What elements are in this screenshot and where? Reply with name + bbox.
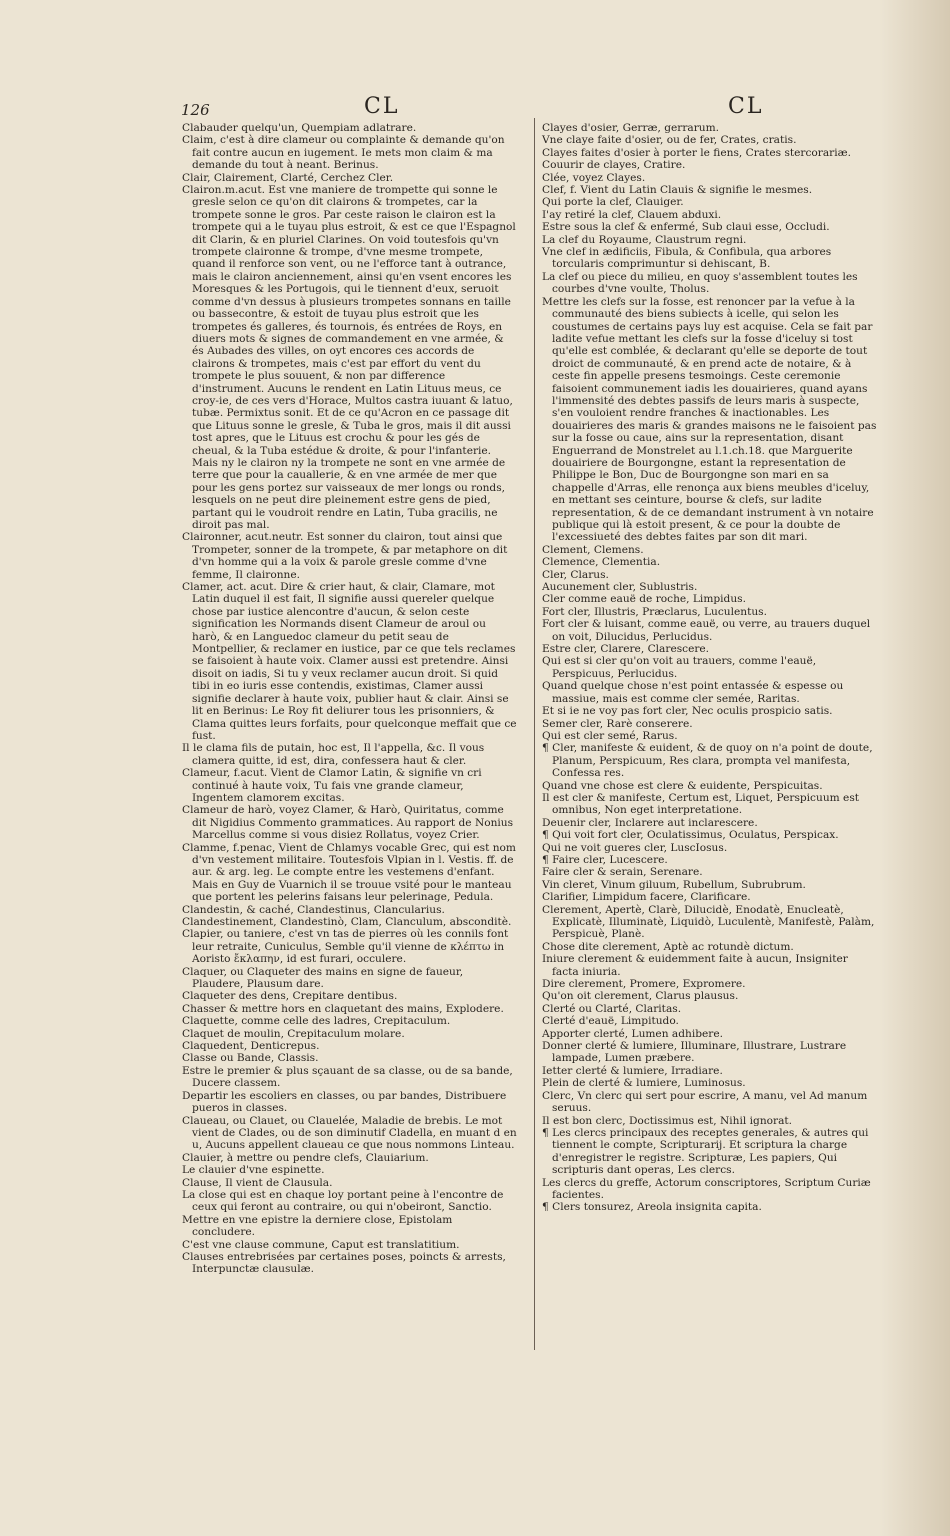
dictionary-entry: Clement, Clemens. — [542, 543, 644, 556]
dictionary-entry: Le clauier d'vne espinette. — [182, 1164, 325, 1177]
dictionary-entry: Clarifier, Limpidum facere, Clarificare. — [542, 891, 751, 904]
dictionary-entry: Claquet de moulin, Crepitaculum molare. — [182, 1027, 405, 1040]
dictionary-entry: Clameur de harò, voyez Clamer, & Harò, Quiritatus, comme dit Nigidius Commento grammatices. Au rapport de Nonius Marcellus comme si vous disiez Rollatus, voyez Crier. — [182, 804, 514, 842]
dictionary-entry: Departir les escoliers en classes, ou par bandes, Distribuere pueros in classes. — [182, 1089, 507, 1115]
dictionary-entry: Qui est cler semé, Rarus. — [542, 729, 678, 742]
dictionary-entry: Vin cleret, Vinum giluum, Rubellum, Subrubrum. — [542, 878, 806, 891]
dictionary-entry: Clef, f. Vient du Latin Clauis & signifie le mesmes. — [542, 184, 813, 197]
dictionary-entry: Clerement, Apertè, Clarè, Dilucidè, Enodatè, Enucleatè, Explicatè, Illuminatè, Liquidò, Luculentè, Manifestè, Palàm, Perspicuè, Planè. — [542, 903, 875, 941]
dictionary-entry: Claquer, ou Claqueter des mains en signe de faueur, Plaudere, Plausum dare. — [182, 965, 464, 991]
dictionary-entry: Qui porte la clef, Clauiger. — [542, 196, 684, 209]
right-column — [542, 122, 877, 1214]
dictionary-entry: Qui ne voit gueres cler, LuscIosus. — [542, 841, 728, 854]
dictionary-entry: Il le clama fils de putain, hoc est, Il l'appella, &c. Il vous clamera quitte, id est, dira, confessera haut & cler. — [182, 742, 485, 767]
dictionary-entry: Clauses entrebrisées par certaines poses, poincts & arrests, Interpunctæ clausulæ. — [182, 1250, 506, 1276]
dictionary-entry: Iniure clerement & euidemment faite à aucun, Insigniter facta iniuria. — [542, 953, 848, 978]
dictionary-entry: Clause, Il vient de Clausula. — [182, 1176, 333, 1189]
dictionary-entry: Claquedent, Denticrepus. — [182, 1040, 320, 1053]
dictionary-entry: Estre cler, Clarere, Clarescere. — [542, 643, 710, 656]
dictionary-entry: Dire clerement, Promere, Expromere. — [542, 978, 746, 991]
dictionary-entry: Fort cler, Illustris, Præclarus, Luculentus. — [542, 605, 767, 618]
dictionary-entry: Clerté ou Clarté, Claritas. — [542, 1002, 682, 1015]
dictionary-entry: Aucunement cler, Sublustris. — [542, 581, 698, 594]
dictionary-entry: La clef ou piece du milieu, en quoy s'assemblent toutes les courbes d'vne voulte, Tholus. — [542, 270, 858, 296]
dictionary-entry: Clauier, à mettre ou pendre clefs, Clauiarium. — [182, 1151, 429, 1164]
dictionary-entry: Clerc, Vn clerc qui sert pour escrire, A manu, vel Ad manum seruus. — [542, 1089, 868, 1115]
dictionary-entry: ¶ Cler, manifeste & euident, & de quoy on n'a point de doute, Planum, Perspicuum, Res clara, prompta vel manifesta, Confessa res. — [542, 742, 873, 780]
left-column — [182, 122, 517, 1276]
dictionary-entry: Claironner, acut.neutr. Est sonner du clairon, tout ainsi que Trompeter, sonner de la trompete, & par metaphore on dit d'vn homme qui a la voix & parole gresle comme d'vne femme, Il claironne. — [182, 531, 508, 581]
dictionary-entry: Classe ou Bande, Classis. — [182, 1052, 319, 1065]
dictionary-entry: I'ay retiré la clef, Clauem abduxi. — [542, 208, 722, 221]
dictionary-entry: ¶ Les clercs principaux des receptes generales, & autres qui tiennent le compte, Scripturarij. Et scriptura la charge d'enregistrer le registre. Scripturæ, Les papiers, Qui scripturis dant operas, Les clercs. — [542, 1126, 869, 1177]
dictionary-entry: Clée, voyez Clayes. — [542, 171, 646, 184]
dictionary-entry: Clamme, f.penac, Vient de Chlamys vocable Grec, qui est nom d'vn vestement militaire. Toutesfois Vlpian in l. Vestis. ff. de aur. & arg. leg. Le compte entre les vestemens d'enfant. Mais en Guy de Vuarnich il se trouue vsité pour le manteau que portent les pelerins faisans leur pelerinage, Pedula. — [182, 841, 516, 904]
dictionary-entry: ¶ Faire cler, Lucescere. — [542, 853, 668, 866]
dictionary-entry: Clairon.m.acut. Est vne maniere de trompette qui sonne le gresle selon ce qu'on dit clairons & trompetes, car la trompete sonne le gros. Par ceste raison le clairon est la trompete qui a le tuyau plus estroit, & est ce que l'Espagnol dit Clarin, & en pluriel Clarines. On void toutesfois qu'vn trompete claironne & trompe, d'vne mesme trompete, quand il renforce son vent, ou ne l'efforce tant à outrance, mais le clairon anciennement, ainsi qu'en vsent encores les Moresques & les Portugois, qui le tiennent d'eux, seruoit comme d'vn dessus à plusieurs trompetes sonnans en taille ou bassecontre, & estoit de tuyau plus estroit que les trompetes és galleres, és tournois, és entrées de Roys, en diuers mots & signes de commandement en vne armée, & és Aubades des villes, on oyt encores ces accords de clairons & trompetes, mais c'est par effort du vent du trompete le plus souuent, & non par difference d'instrument. Aucuns le rendent en Latin Lituus meus, ce croy-ie, de ces vers d'Horace, Multos castra iuuant & latuo, tubæ. Permixtus sonit. Et de ce qu'Acron en ce passage dit que Lituus sonne le gresle, & Tuba le gros, mais il dit aussi tost apres, que le Lituus est crochu & pour les gés de cheual, & la Tuba estédue & droite, & pour l'infanterie. Mais ny le clairon ny la trompete ne sont en vne armée de terre que pour la cauallerie, & en vne armée de mer que pour les gens portez sur vaisseaux de mer longs ou ronds, lesquels on ne peut dire pleinement estre gens de pied, partant qui le voudroit rendre en Latin, Tuba gracilis, ne diroit pas mal. — [182, 184, 516, 531]
dictionary-entry: Les clercs du greffe, Actorum conscriptores, Scriptum Curiæ facientes. — [542, 1176, 871, 1201]
dictionary-entry: Clamer, act. acut. Dire & crier haut, & clair, Clamare, mot Latin duquel il est fait, Il signifie aussi quereler quelque chose par iustice alencontre d'aucun, & selon ceste signification les Normands disent Clameur de aroul ou harò, & en Languedoc clameur du petit seau de Montpellier, & reclamer en iustice, par ce que tels reclames se faisoient à haute voix. Clamer aussi est pretendre. Ainsi disoit on iadis, Si tu y veux reclamer aucun droit. Si quid tibi in eo iuris esse contendis, existimas, Clamer aussi signifie declarer à haute voix, publier haut & clair. Ainsi se lit en Berinus: Le Roy fit deliurer tous les prisonniers, & Clama quittes leurs forfaits, pour quelconque meffait que ce fust. — [182, 581, 517, 742]
dictionary-entry: Claqueter des dens, Crepitare dentibus. — [182, 990, 398, 1003]
dictionary-entry: Clabauder quelqu'un, Quempiam adlatrare. — [182, 122, 417, 134]
dictionary-entry: ¶ Qui voit fort cler, Oculatissimus, Oculatus, Perspicax. — [542, 829, 839, 842]
page-fold-shadow — [880, 0, 950, 1536]
dictionary-entry: Claim, c'est à dire clameur ou complainte & demande qu'on fait contre aucun en iugement. Ie mets mon claim & ma demande du tout à neant. Berinus. — [182, 134, 505, 172]
dictionary-entry: Vne claye faite d'osier, ou de fer, Crates, cratis. — [542, 134, 797, 147]
dictionary-entry: ¶ Clers tonsurez, Areola insignita capita. — [542, 1201, 762, 1214]
dictionary-entry: Clandestin, & caché, Clandestinus, Clancularius. — [182, 903, 445, 916]
dictionary-entry: Il est bon clerc, Doctissimus est, Nihil ignorat. — [542, 1114, 793, 1127]
dictionary-entry: C'est vne clause commune, Caput est translatitium. — [182, 1238, 460, 1251]
dictionary-entry: Et si ie ne voy pas fort cler, Nec oculis prospicio satis. — [542, 705, 833, 718]
dictionary-entry: Clerté d'eauë, Limpitudo. — [542, 1015, 679, 1028]
dictionary-entry: Clandestinement, Clandestinò, Clam, Clanculum, absconditè. — [182, 916, 512, 928]
dictionary-entry: Clayes faites d'osier à porter le fiens, Crates stercorariæ. — [542, 146, 851, 159]
dictionary-entry: Qu'on oit clerement, Clarus plausus. — [542, 990, 739, 1003]
dictionary-entry: Plein de clerté & lumiere, Luminosus. — [542, 1077, 746, 1090]
dictionary-entry: Chasser & mettre hors en claquetant des mains, Explodere. — [182, 1002, 504, 1015]
dictionary-entry: Faire cler & serain, Serenare. — [542, 866, 703, 879]
dictionary-entry: Clapier, ou taniere, c'est vn tas de pierres où les connils font leur retraite, Cuniculus, Semble qu'il vienne de κλέπτω in Aoristo ἔκλαπην, id est furari, occulere. — [182, 928, 509, 966]
dictionary-entry: Cler, Clarus. — [542, 568, 609, 581]
dictionary-entry: La clef du Royaume, Claustrum regni. — [542, 233, 747, 246]
dictionary-entry: Vne clef in ædificiis, Fibula, & Confibula, qua arbores torcularis comprimuntur si dehiscant, B. — [542, 246, 832, 271]
dictionary-entry: Claueau, ou Clauet, ou Clauelée, Maladie de brebis. Le mot vient de Clades, ou de son diminutif Cladella, en muant d en u, Aucuns appellent claueau ce que nous nommons Linteau. — [182, 1114, 517, 1152]
dictionary-entry: Deuenir cler, Inclarere aut inclarescere. — [542, 816, 758, 829]
dictionary-entry: Clair, Clairement, Clarté, Cerchez Cler. — [182, 171, 394, 184]
dictionary-entry: Claquette, comme celle des ladres, Crepitaculum. — [182, 1015, 451, 1028]
dictionary-entry: Estre sous la clef & enfermé, Sub claui esse, Occludi. — [542, 221, 830, 234]
dictionary-entry: Clayes d'osier, Gerræ, gerrarum. — [542, 122, 720, 134]
dictionary-entry: La close qui est en chaque loy portant peine à l'encontre de ceux qui feront au contraire, ou qui n'obeiront, Sanctio. — [182, 1188, 504, 1214]
dictionary-entry: Mettre en vne epistre la derniere close, Epistolam concludere. — [182, 1213, 453, 1239]
dictionary-entry: Donner clerté & lumiere, Illuminare, Illustrare, Lustrare lampade, Lumen præbere. — [542, 1040, 847, 1065]
dictionary-entry: Clemence, Clementia. — [542, 556, 661, 569]
dictionary-entry: Mettre les clefs sur la fosse, est renoncer par la vefue à la communauté des biens subiects à icelle, qui selon les coustumes de certains pays luy est acquise. Cela se fait par ladite vefue mettant les clefs sur la fosse d'iceluy si tost qu'elle est comblée, & declarant qu'elle se deporte de tout droict de communauté, & en prend acte de notaire, & à ceste fin appelle presens tesmoings. Ceste ceremonie faisoient communement iadis les douairieres, quand ayans l'immensité des debtes passifs de leurs maris à suspecte, s'en vouloient rendre franches & inactionables. Les douairieres des maris & grandes maisons ne le faisoient pas sur la fosse ou caue, ains sur la representation, disant Enguerrand de Monstrelet au l.1.ch.18. que Marguerite douairiere de Bourgongne, estant la representation de Philippe le Bon, Duc de Bourgongne son mari en sa chappelle d'Arras, elle renonça aux biens meubles d'iceluy, en mettant ses ceinture, bourse & clefs, sur ladite representation, & de ce demandant instrument à vn notaire publique qui là estoit present, & ce pour la doubte de l'excessiueté des debtes faites par son dit mari. — [542, 295, 877, 544]
column-divider — [534, 118, 535, 1350]
dictionary-entry: Cler comme eauë de roche, Limpidus. — [542, 593, 746, 606]
dictionary-entry: Estre le premier & plus sçauant de sa classe, ou de sa bande, Ducere classem. — [182, 1064, 513, 1090]
dictionary-entry: Clameur, f.acut. Vient de Clamor Latin, & signifie vn cri continué à haute voix, Tu fais vne grande clameur, Ingentem clamorem excitas. — [182, 767, 482, 804]
dictionary-entry: Couurir de clayes, Cratire. — [542, 159, 686, 172]
dictionary-entry: Fort cler & luisant, comme eauë, ou verre, au trauers duquel on voit, Dilucidus, Perlucidus. — [542, 618, 871, 643]
dictionary-entry: Qui est si cler qu'on voit au trauers, comme l'eauë, Perspicuus, Perlucidus. — [542, 655, 817, 680]
dictionary-entry: Ietter clerté & lumiere, Irradiare. — [542, 1064, 723, 1077]
dictionary-entry: Chose dite clerement, Aptè ac rotundè dictum. — [542, 940, 794, 953]
running-head-right: CL — [728, 94, 764, 119]
running-head-left: CL — [364, 94, 400, 119]
dictionary-entry: Quand vne chose est clere & euidente, Perspicuitas. — [542, 779, 823, 792]
dictionary-entry: Quand quelque chose n'est point entassée & espesse ou massiue, mais est comme cler semée, Raritas. — [542, 680, 844, 705]
page-number: 126 — [181, 101, 210, 119]
dictionary-entry: Semer cler, Rarè conserere. — [542, 717, 693, 730]
dictionary-entry: Il est cler & manifeste, Certum est, Liquet, Perspicuum est omnibus, Non eget interpretatione. — [542, 791, 860, 817]
dictionary-entry: Apporter clerté, Lumen adhibere. — [542, 1027, 723, 1040]
